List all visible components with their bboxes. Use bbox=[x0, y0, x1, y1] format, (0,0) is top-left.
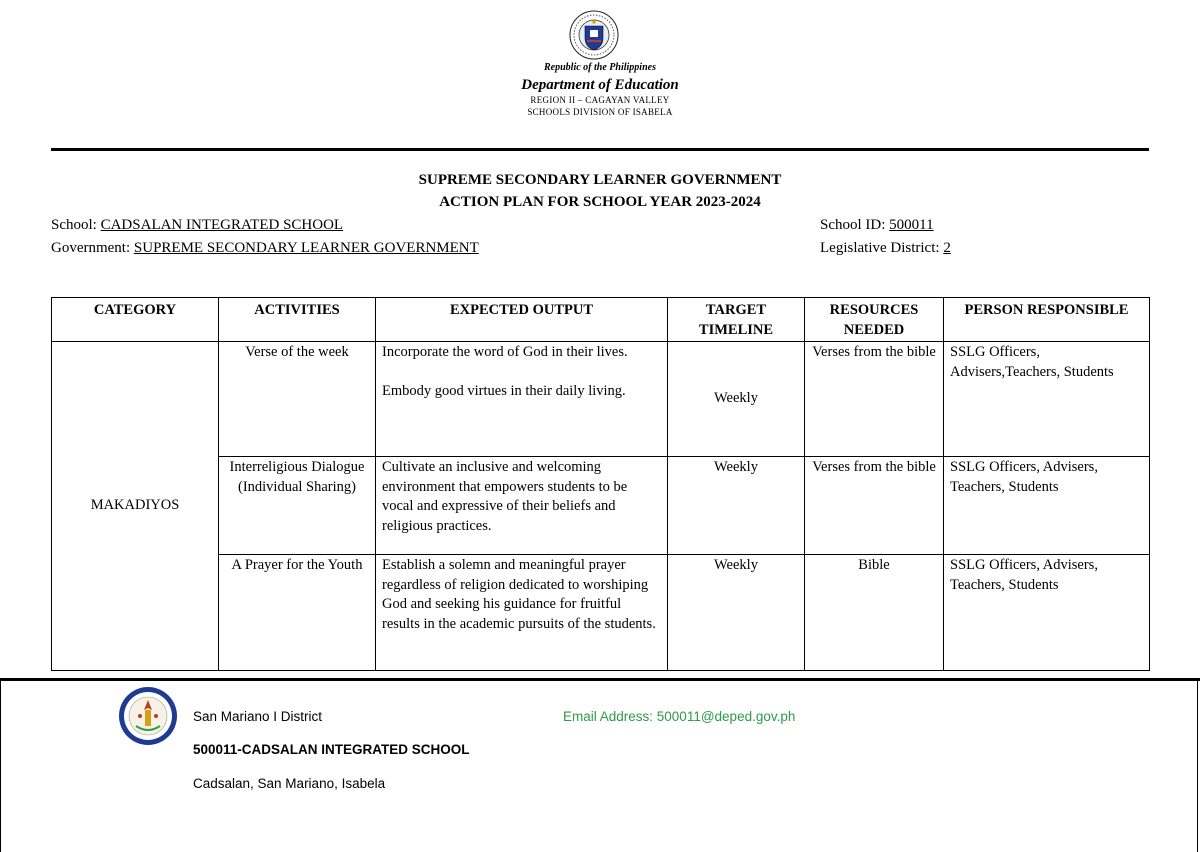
person-responsible-cell: SSLG Officers, Advisers, Teachers, Students bbox=[944, 457, 1150, 555]
header-category: CATEGORY bbox=[52, 298, 219, 342]
footer-email: Email Address: 500011@deped.gov.ph bbox=[563, 709, 796, 724]
activity-cell: A Prayer for the Youth bbox=[219, 555, 376, 671]
expected-output-cell: Establish a solemn and meaningful prayer regardless of religion dedicated to worshiping God and seeking his guidance for fruitful results in the academic pursuits of the students. bbox=[376, 555, 668, 671]
timeline-cell: Weekly bbox=[668, 555, 805, 671]
activity-cell: Verse of the week bbox=[219, 342, 376, 457]
government-label: Government: bbox=[51, 240, 134, 256]
school-id-field bbox=[820, 218, 934, 233]
footer-right-border bbox=[1197, 681, 1198, 852]
expected-output-cell: Cultivate an inclusive and welcoming environment that empowers students to be vocal and expressive of their beliefs and religious practices. bbox=[376, 457, 668, 555]
division-heading: SCHOOLS DIVISION OF ISABELA bbox=[527, 107, 673, 117]
government-field bbox=[51, 241, 479, 256]
person-responsible-cell: SSLG Officers, Advisers,Teachers, Students bbox=[944, 342, 1150, 457]
expected-output-cell bbox=[376, 342, 668, 457]
output-text: Embody good virtues in their daily living. bbox=[382, 382, 626, 399]
category-cell: MAKADIYOS bbox=[52, 342, 219, 671]
action-plan-table bbox=[51, 297, 1150, 671]
page-footer bbox=[0, 678, 1200, 849]
header-divider bbox=[51, 148, 1149, 151]
school-id-label: School ID: bbox=[820, 217, 890, 233]
header-resources-needed: RESOURCES NEEDED bbox=[805, 298, 944, 342]
resources-cell: Verses from the bible bbox=[805, 457, 944, 555]
district-value: 2 bbox=[943, 240, 951, 256]
document-title: SUPREME SECONDARY LEARNER GOVERNMENT bbox=[418, 172, 782, 188]
resources-cell: Bible bbox=[805, 555, 944, 671]
footer-school-name: 500011-CADSALAN INTEGRATED SCHOOL bbox=[193, 742, 470, 757]
school-id-value: 500011 bbox=[889, 217, 934, 233]
timeline-cell: Weekly bbox=[668, 457, 805, 555]
header-target-timeline: TARGET TIMELINE bbox=[668, 298, 805, 342]
output-text: Incorporate the word of God in their lives. bbox=[382, 344, 628, 360]
activity-cell: Interreligious Dialogue (Individual Sharing) bbox=[219, 457, 376, 555]
header-person-responsible: PERSON RESPONSIBLE bbox=[944, 298, 1150, 342]
deped-seal-logo bbox=[569, 10, 619, 60]
table-header-row bbox=[52, 298, 1150, 342]
school-label: School: bbox=[51, 217, 101, 233]
document-subtitle: ACTION PLAN FOR SCHOOL YEAR 2023-2024 bbox=[439, 194, 761, 210]
timeline-cell: Weekly bbox=[668, 342, 805, 457]
district-label: Legislative District: bbox=[820, 240, 944, 256]
resources-cell: Verses from the bible bbox=[805, 342, 944, 457]
republic-heading: Republic of the Philippines bbox=[544, 62, 656, 73]
school-seal-logo bbox=[118, 686, 178, 746]
region-heading: REGION II – CAGAYAN VALLEY bbox=[530, 95, 670, 105]
footer-district: San Mariano I District bbox=[193, 709, 323, 724]
person-responsible-cell: SSLG Officers, Advisers, Teachers, Students bbox=[944, 555, 1150, 671]
school-field bbox=[51, 218, 343, 233]
header-expected-output: EXPECTED OUTPUT bbox=[376, 298, 668, 342]
table-row bbox=[52, 342, 1150, 457]
footer-left-border bbox=[0, 681, 1, 852]
school-value: CADSALAN INTEGRATED SCHOOL bbox=[100, 217, 344, 233]
header-activities: ACTIVITIES bbox=[219, 298, 376, 342]
legislative-district-field bbox=[820, 241, 951, 256]
department-heading: Department of Education bbox=[521, 77, 679, 93]
government-value: SUPREME SECONDARY LEARNER GOVERNMENT bbox=[133, 240, 479, 256]
footer-address: Cadsalan, San Mariano, Isabela bbox=[193, 776, 386, 791]
